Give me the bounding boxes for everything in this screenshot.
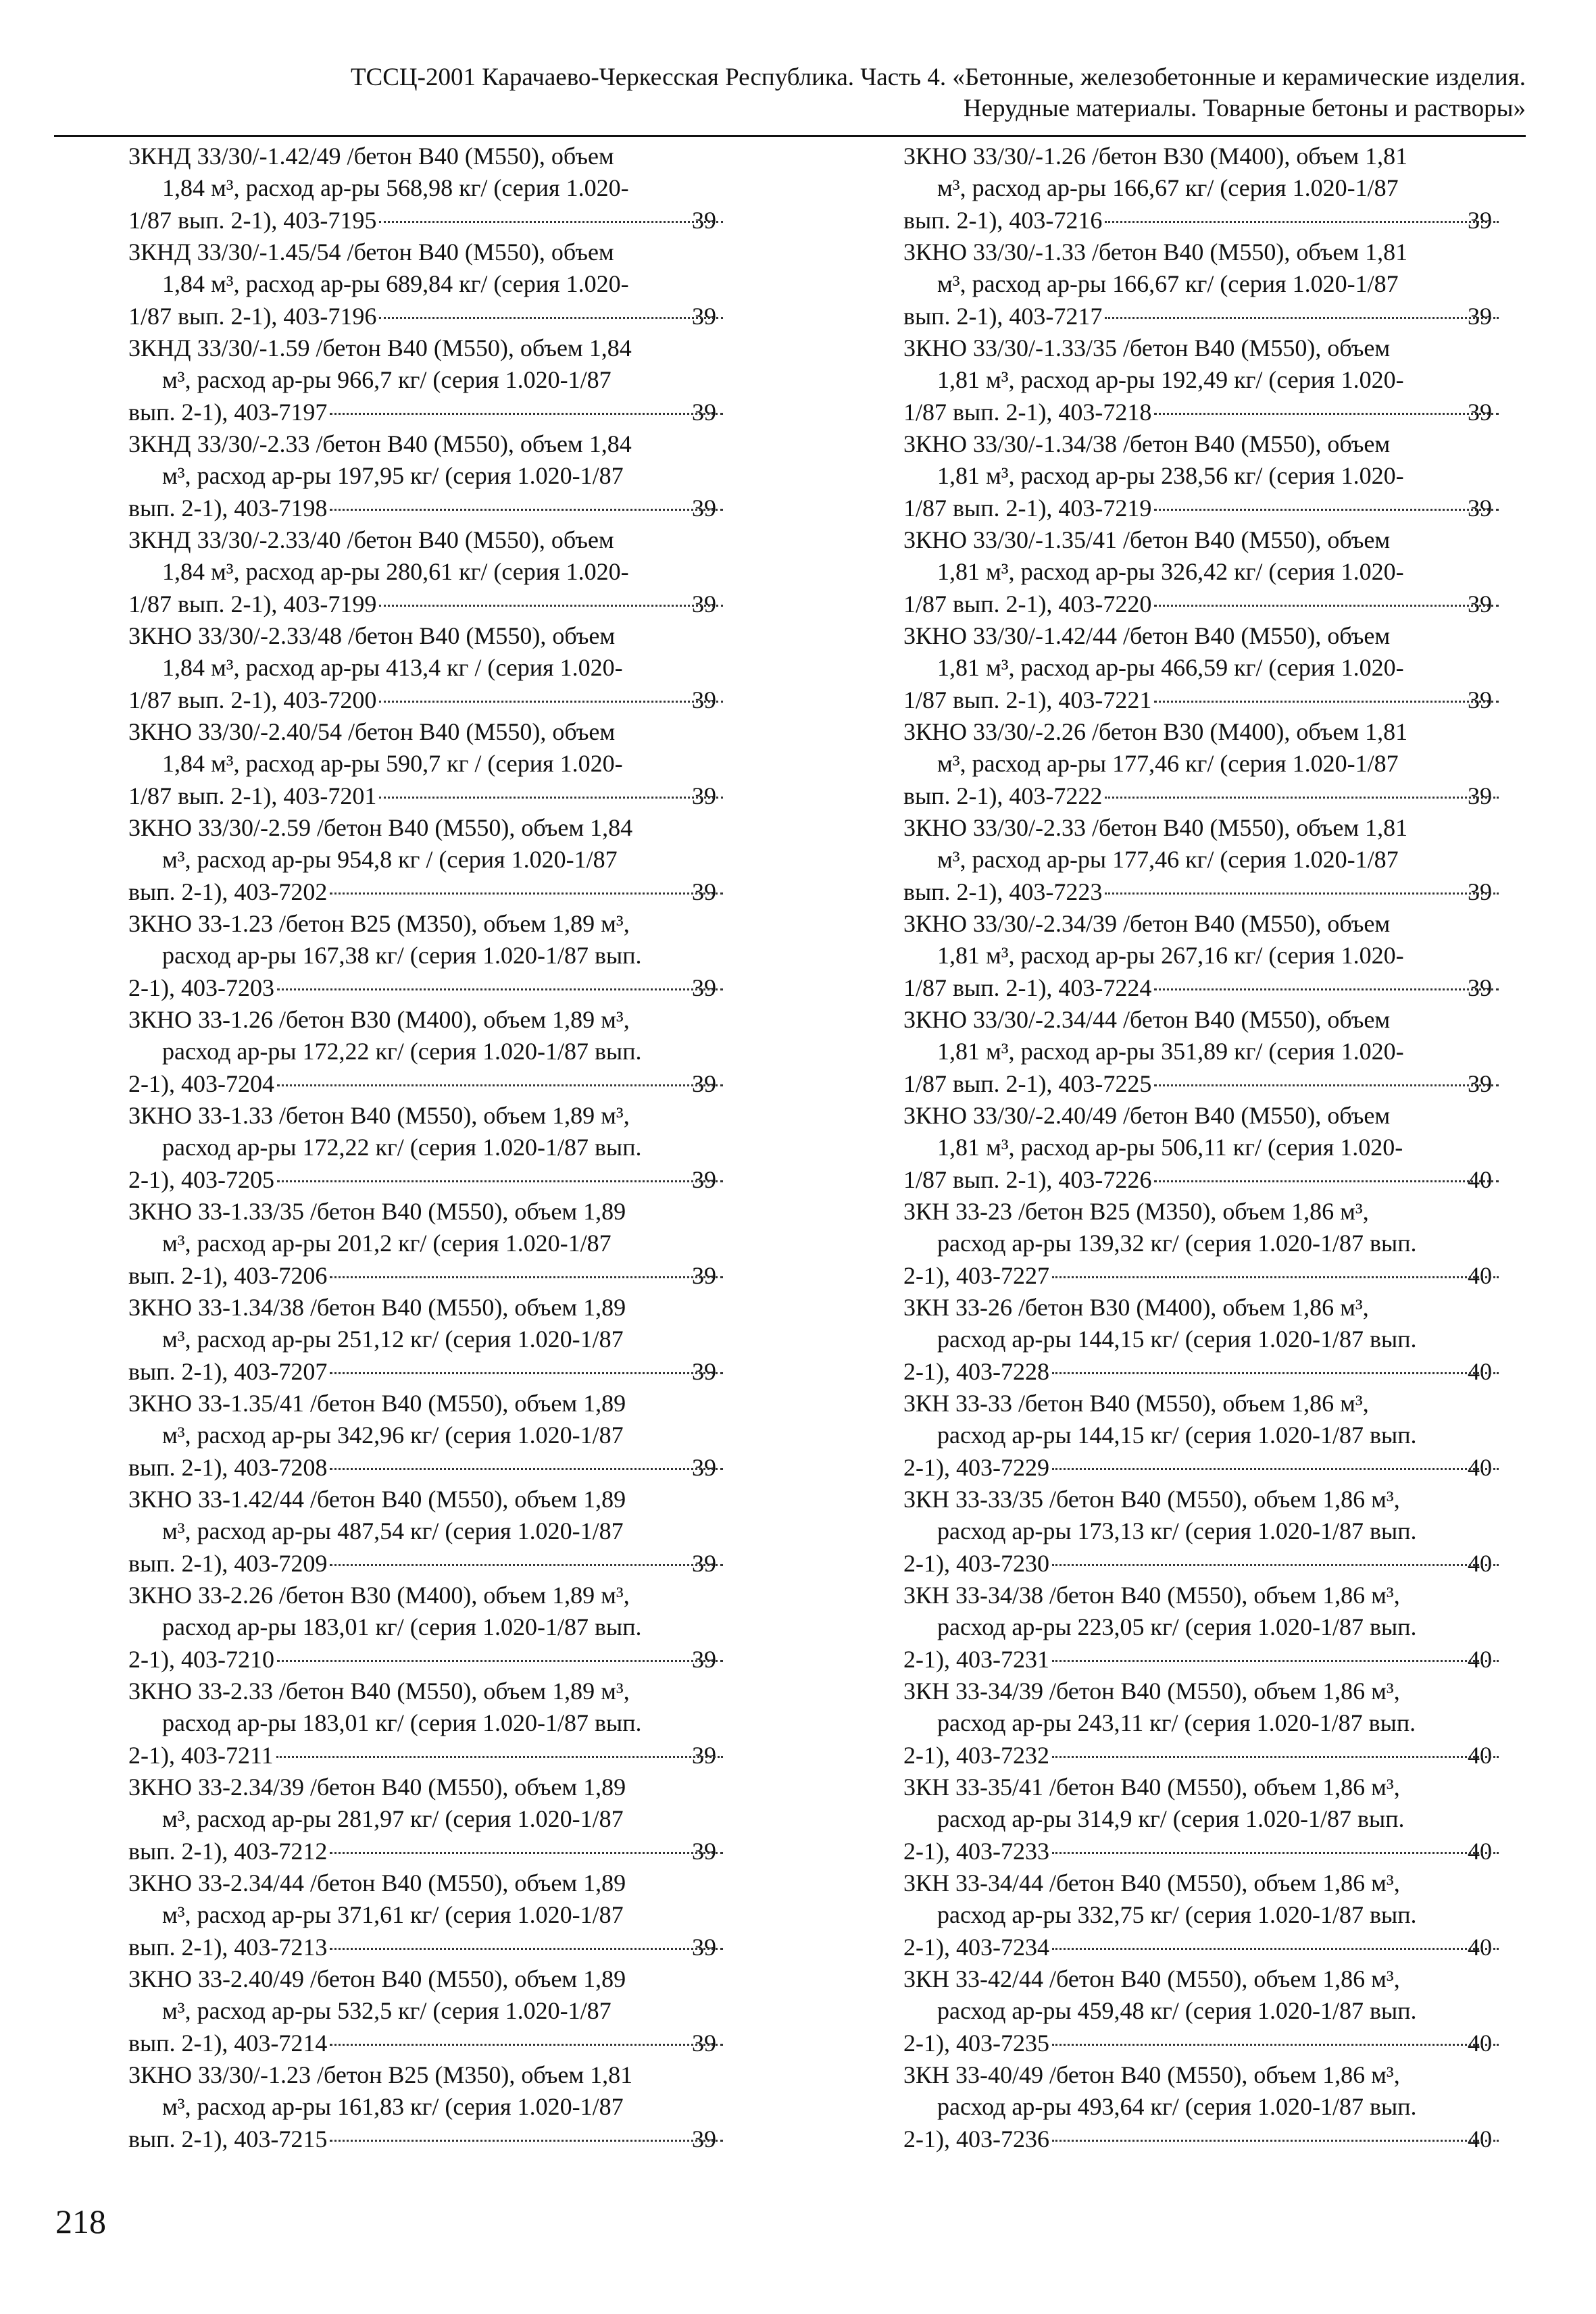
entry-last-line: 1/87 вып. 2-1), 403-7224 39 [937,972,1501,1004]
entry-last-line: 2-1), 403-7232 40 [937,1740,1501,1771]
index-entry [903,1388,1501,1484]
entry-line-2: расход ар-ры 172,22 кг/ (серия 1.020-1/87 вып. [162,1038,642,1065]
entry-line-3: 1/87 вып. 2-1), 403-7218 [903,398,1152,426]
entry-last-line: 1/87 вып. 2-1), 403-7220 39 [937,588,1501,620]
dot-leader [1154,1084,1499,1086]
entry-line-2: расход ар-ры 493,64 кг/ (серия 1.020-1/87 вып. [937,2093,1417,2121]
entry-line-1: 3КН 33-23 /бетон В25 (М350), объем 1,86 м³, [903,1198,1369,1225]
page-number: 218 [55,2203,106,2240]
entry-line-1: 3КНО 33/30/-2.33/48 /бетон В40 (М550), объем [128,622,616,649]
entry-last-line: 2-1), 403-7230 40 [937,1548,1501,1580]
dot-leader [330,2140,723,2142]
running-header [54,62,1526,124]
dot-leader [1154,605,1499,607]
entry-last-line: вып. 2-1), 403-7198 39 [162,493,726,524]
entry-line-3: вып. 2-1), 403-7202 [128,878,328,905]
entry-last-line: вып. 2-1), 403-7215 39 [162,2123,726,2155]
entry-line-1: 3КН 33-35/41 /бетон В40 (М550), объем 1,86 м³, [903,1774,1400,1801]
entry-last-line: 1/87 вып. 2-1), 403-7219 39 [937,493,1501,524]
header-line-1: ТССЦ-2001 Карачаево-Черкесская Республика. Часть 4. «Бетонные, железобетонные и керамические изделия. [350,64,1526,91]
dot-leader [379,317,723,319]
entry-line-2: м³, расход ар-ры 197,95 кг/ (серия 1.020-1/87 [162,462,624,490]
dot-leader [1154,988,1499,990]
entry-line-2: м³, расход ар-ры 281,97 кг/ (серия 1.020-1/87 [162,1805,624,1833]
entry-line-3: вып. 2-1), 403-7216 [903,206,1103,234]
entry-line-1: 3КНО 33/30/-1.42/44 /бетон В40 (М550), объем [903,622,1391,649]
entry-last-line: 2-1), 403-7236 40 [937,2123,1501,2155]
entry-last-line: 1/87 вып. 2-1), 403-7200 39 [162,684,726,716]
entry-line-1: 3КН 33-34/39 /бетон В40 (М550), объем 1,86 м³, [903,1678,1400,1705]
entry-line-1: 3КН 33-34/44 /бетон В40 (М550), объем 1,86 м³, [903,1869,1400,1896]
entry-line-3: вып. 2-1), 403-7208 [128,1453,328,1481]
index-entry [903,332,1501,428]
entry-last-line: вып. 2-1), 403-7222 39 [937,780,1501,812]
index-entry [903,1676,1501,1771]
entry-line-2: м³, расход ар-ры 201,2 кг/ (серия 1.020-1/87 [162,1230,612,1257]
entry-line-2: расход ар-ры 183,01 кг/ (серия 1.020-1/87 вып. [162,1709,642,1737]
entry-line-2: расход ар-ры 332,75 кг/ (серия 1.020-1/87 вып. [937,1901,1417,1929]
index-entry [128,1388,726,1484]
entry-line-3: вып. 2-1), 403-7207 [128,1357,328,1385]
entry-line-3: 1/87 вып. 2-1), 403-7220 [903,590,1152,618]
dot-leader [1052,2044,1499,2046]
entry-line-3: вып. 2-1), 403-7223 [903,878,1103,905]
index-entry [903,2059,1501,2155]
dot-leader [1154,413,1499,415]
entry-line-2: 1,81 м³, расход ар-ры 326,42 кг/ (серия 1.020- [937,558,1404,586]
entry-line-2: расход ар-ры 314,9 кг/ (серия 1.020-1/87 вып. [937,1805,1405,1833]
entry-line-2: 1,84 м³, расход ар-ры 413,4 кг / (серия 1.020- [162,654,623,682]
entry-last-line: вып. 2-1), 403-7214 39 [162,2028,726,2059]
entry-line-3: вып. 2-1), 403-7197 [128,398,328,426]
dot-leader [1052,1276,1499,1278]
entry-line-1: 3КНО 33-1.26 /бетон В30 (М400), объем 1,89 м³, [128,1006,630,1033]
entry-line-2: расход ар-ры 243,11 кг/ (серия 1.020-1/87 вып. [937,1709,1416,1737]
entry-line-3: 2-1), 403-7229 [903,1453,1049,1481]
dot-leader [1052,1660,1499,1662]
entry-line-2: 1,81 м³, расход ар-ры 351,89 кг/ (серия 1.020- [937,1038,1404,1065]
dot-leader [1052,2140,1499,2142]
index-entry [128,428,726,524]
entry-line-2: 1,84 м³, расход ар-ры 689,84 кг/ (серия 1.020- [162,270,629,298]
index-entry [903,236,1501,332]
entry-line-1: 3КНД 33/30/-2.33 /бетон В40 (М550), объем 1,84 [128,430,632,457]
entry-last-line: 2-1), 403-7234 40 [937,1932,1501,1963]
dot-leader [1105,221,1499,223]
dot-leader [379,701,723,703]
entry-line-3: вып. 2-1), 403-7212 [128,1837,328,1865]
entry-line-3: вып. 2-1), 403-7217 [903,302,1103,330]
dot-leader [379,797,723,799]
entry-line-3: вып. 2-1), 403-7206 [128,1261,328,1289]
entry-last-line: 2-1), 403-7235 40 [937,2028,1501,2059]
index-column-left [128,141,726,2155]
dot-leader [330,1564,723,1566]
index-entry [128,236,726,332]
entry-line-3: 1/87 вып. 2-1), 403-7195 [128,206,377,234]
entry-last-line: вып. 2-1), 403-7223 39 [937,876,1501,908]
entry-line-3: 2-1), 403-7232 [903,1741,1049,1769]
dot-leader [277,1660,723,1662]
entry-line-1: 3КНО 33-2.26 /бетон В30 (М400), объем 1,89 м³, [128,1582,630,1609]
entry-line-3: 2-1), 403-7228 [903,1357,1049,1385]
dot-leader [277,988,723,990]
header-line-2: Нерудные материалы. Товарные бетоны и растворы» [963,95,1526,122]
index-entry [903,141,1501,236]
dot-leader [1052,1468,1499,1470]
index-entry [128,1771,726,1867]
dot-leader [379,221,723,223]
entry-line-2: м³, расход ар-ры 177,46 кг/ (серия 1.020-1/87 [937,750,1399,778]
index-entry [903,524,1501,620]
dot-leader [330,1468,723,1470]
entry-line-2: 1,81 м³, расход ар-ры 267,16 кг/ (серия 1.020- [937,942,1404,970]
entry-line-2: м³, расход ар-ры 532,5 кг/ (серия 1.020-1/87 [162,1997,612,2025]
entry-last-line: 2-1), 403-7228 40 [937,1356,1501,1388]
entry-last-line: вып. 2-1), 403-7208 39 [162,1452,726,1484]
entry-line-3: 1/87 вып. 2-1), 403-7201 [128,782,377,809]
entry-line-2: м³, расход ар-ры 954,8 кг / (серия 1.020-1/87 [162,846,618,874]
entry-line-1: 3КНО 33-2.34/44 /бетон В40 (М550), объем 1,89 [128,1869,626,1896]
entry-line-1: 3КНД 33/30/-1.42/49 /бетон В40 (М550), объем [128,143,614,170]
index-entry [903,1292,1501,1388]
index-entry [903,1484,1501,1580]
index-entry [903,716,1501,812]
entry-line-2: 1,84 м³, расход ар-ры 590,7 кг / (серия 1.020- [162,750,623,778]
dot-leader [330,1372,723,1374]
entry-line-3: 2-1), 403-7235 [903,2029,1049,2057]
entry-line-2: расход ар-ры 139,32 кг/ (серия 1.020-1/87 вып. [937,1230,1417,1257]
index-entry [903,812,1501,908]
index-entry [128,716,726,812]
index-entry [903,1196,1501,1292]
index-entry [903,1867,1501,1963]
dot-leader [1052,1948,1499,1950]
entry-last-line: вып. 2-1), 403-7216 39 [937,205,1501,236]
entry-line-1: 3КНО 33/30/-1.33 /бетон В40 (М550), объем 1,81 [903,238,1408,266]
entry-line-2: 1,81 м³, расход ар-ры 238,56 кг/ (серия 1.020- [937,462,1404,490]
dot-leader [1154,701,1499,703]
entry-line-3: 2-1), 403-7236 [903,2125,1049,2153]
entry-last-line: 2-1), 403-7203 39 [162,972,726,1004]
entry-line-3: 2-1), 403-7203 [128,974,274,1001]
entry-last-line: вып. 2-1), 403-7213 39 [162,1932,726,1963]
entry-line-1: 3КНД 33/30/-2.33/40 /бетон В40 (М550), объем [128,526,614,553]
entry-line-1: 3КНО 33/30/-1.33/35 /бетон В40 (М550), объем [903,334,1391,361]
entry-line-1: 3КН 33-26 /бетон В30 (М400), объем 1,86 м³, [903,1294,1369,1321]
entry-last-line: вып. 2-1), 403-7197 39 [162,397,726,428]
entry-line-3: 2-1), 403-7233 [903,1837,1049,1865]
index-entry [128,1004,726,1100]
entry-last-line: 2-1), 403-7210 39 [162,1644,726,1676]
entry-last-line: 2-1), 403-7233 40 [937,1836,1501,1867]
entry-line-1: 3КНО 33/30/-1.35/41 /бетон В40 (М550), объем [903,526,1391,553]
entry-line-2: расход ар-ры 144,15 кг/ (серия 1.020-1/87 вып. [937,1422,1417,1449]
index-entry [128,1580,726,1676]
entry-line-1: 3КНО 33-2.40/49 /бетон В40 (М550), объем 1,89 [128,1965,626,1992]
entry-last-line: 1/87 вып. 2-1), 403-7195 39 [162,205,726,236]
entry-line-1: 3КНД 33/30/-1.59 /бетон В40 (М550), объем 1,84 [128,334,632,361]
entry-line-1: 3КНО 33/30/-2.26 /бетон В30 (М400), объем 1,81 [903,718,1408,745]
index-entry [128,1867,726,1963]
index-entry [128,812,726,908]
dot-leader [330,1276,723,1278]
entry-line-2: расход ар-ры 459,48 кг/ (серия 1.020-1/87 вып. [937,1997,1417,2025]
entry-line-1: 3КН 33-42/44 /бетон В40 (М550), объем 1,86 м³, [903,1965,1400,1992]
index-entry [903,908,1501,1004]
dot-leader [330,2044,723,2046]
entry-line-1: 3КНО 33/30/-1.26 /бетон В30 (М400), объем 1,81 [903,143,1408,170]
index-entry [903,1580,1501,1676]
entry-line-2: м³, расход ар-ры 371,61 кг/ (серия 1.020-1/87 [162,1901,624,1929]
entry-last-line: 2-1), 403-7229 40 [937,1452,1501,1484]
dot-leader [1052,1852,1499,1854]
entry-line-3: вып. 2-1), 403-7215 [128,2125,328,2153]
index-column-right [903,141,1501,2155]
entry-line-1: 3КН 33-33/35 /бетон В40 (М550), объем 1,86 м³, [903,1486,1400,1513]
index-entry [903,1100,1501,1196]
entry-line-1: 3КН 33-33 /бетон В40 (М550), объем 1,86 м³, [903,1390,1369,1417]
dot-leader [1105,797,1499,799]
index-entry [128,620,726,716]
entry-line-1: 3КНО 33/30/-2.33 /бетон В40 (М550), объем 1,81 [903,814,1408,841]
entry-line-2: расход ар-ры 144,15 кг/ (серия 1.020-1/87 вып. [937,1326,1417,1353]
dot-leader [1154,509,1499,511]
index-entry [903,428,1501,524]
entry-line-1: 3КНО 33/30/-2.40/54 /бетон В40 (М550), объем [128,718,616,745]
entry-line-3: 2-1), 403-7227 [903,1261,1049,1289]
entry-line-1: 3КН 33-34/38 /бетон В40 (М550), объем 1,86 м³, [903,1582,1400,1609]
entry-line-1: 3КНО 33-1.42/44 /бетон В40 (М550), объем 1,89 [128,1486,626,1513]
entry-last-line: 1/87 вып. 2-1), 403-7225 39 [937,1068,1501,1100]
entry-line-2: 1,84 м³, расход ар-ры 280,61 кг/ (серия 1.020- [162,558,629,586]
entry-line-3: 1/87 вып. 2-1), 403-7221 [903,686,1152,713]
entry-last-line: 1/87 вып. 2-1), 403-7199 39 [162,588,726,620]
entry-line-1: 3КНО 33/30/-2.40/49 /бетон В40 (М550), объем [903,1102,1391,1129]
entry-line-3: вып. 2-1), 403-7214 [128,2029,328,2057]
entry-line-3: 1/87 вып. 2-1), 403-7219 [903,494,1152,522]
index-entry [128,1292,726,1388]
entry-line-3: 2-1), 403-7204 [128,1070,274,1097]
dot-leader [1052,1564,1499,1566]
entry-last-line: 2-1), 403-7205 39 [162,1164,726,1196]
entry-line-1: 3КНО 33-1.23 /бетон В25 (М350), объем 1,89 м³, [128,910,630,937]
entry-last-line: вып. 2-1), 403-7209 39 [162,1548,726,1580]
index-entry [128,2059,726,2155]
entry-line-2: 1,84 м³, расход ар-ры 568,98 кг/ (серия 1.020- [162,174,629,202]
entry-line-2: 1,81 м³, расход ар-ры 192,49 кг/ (серия 1.020- [937,366,1404,394]
entry-line-1: 3КНД 33/30/-1.45/54 /бетон В40 (М550), объем [128,238,614,266]
entry-line-2: м³, расход ар-ры 166,67 кг/ (серия 1.020-1/87 [937,270,1399,298]
dot-leader [330,1948,723,1950]
entry-line-2: расход ар-ры 223,05 кг/ (серия 1.020-1/87 вып. [937,1613,1417,1641]
entry-last-line: 2-1), 403-7227 40 [937,1260,1501,1292]
entry-line-2: расход ар-ры 173,13 кг/ (серия 1.020-1/87 вып. [937,1517,1417,1545]
index-entry [903,1004,1501,1100]
dot-leader [1105,892,1499,895]
entry-line-1: 3КНО 33/30/-2.34/39 /бетон В40 (М550), объем [903,910,1391,937]
dot-leader [330,1852,723,1854]
entry-line-3: 2-1), 403-7231 [903,1645,1049,1673]
dot-leader [1105,317,1499,319]
index-entry [128,908,726,1004]
entry-line-3: вып. 2-1), 403-7213 [128,1933,328,1961]
entry-last-line: вып. 2-1), 403-7217 39 [937,301,1501,332]
entry-line-2: 1,81 м³, расход ар-ры 506,11 кг/ (серия 1.020- [937,1134,1403,1161]
entry-line-3: вып. 2-1), 403-7198 [128,494,328,522]
entry-last-line: 1/87 вып. 2-1), 403-7196 39 [162,301,726,332]
entry-line-1: 3КНО 33-1.33/35 /бетон В40 (М550), объем 1,89 [128,1198,626,1225]
entry-line-1: 3КНО 33-1.35/41 /бетон В40 (М550), объем 1,89 [128,1390,626,1417]
entry-last-line: вып. 2-1), 403-7207 39 [162,1356,726,1388]
index-entry [128,1100,726,1196]
entry-line-1: 3КНО 33-1.34/38 /бетон В40 (М550), объем 1,89 [128,1294,626,1321]
entry-line-1: 3КНО 33-1.33 /бетон В40 (М550), объем 1,89 м³, [128,1102,630,1129]
dot-leader [330,509,723,511]
index-entry [903,1963,1501,2059]
dot-leader [276,1756,723,1758]
entry-line-1: 3КНО 33/30/-1.23 /бетон В25 (М350), объем 1,81 [128,2061,633,2088]
entry-last-line: 2-1), 403-7204 39 [162,1068,726,1100]
dot-leader [379,605,723,607]
entry-line-2: м³, расход ар-ры 251,12 кг/ (серия 1.020-1/87 [162,1326,624,1353]
entry-line-3: 1/87 вып. 2-1), 403-7199 [128,590,377,618]
index-entry [128,1963,726,2059]
dot-leader [330,892,723,895]
entry-line-2: 1,81 м³, расход ар-ры 466,59 кг/ (серия 1.020- [937,654,1404,682]
entry-line-3: 1/87 вып. 2-1), 403-7226 [903,1165,1152,1193]
header-rule [54,135,1526,137]
entry-last-line: вып. 2-1), 403-7202 39 [162,876,726,908]
index-entry [903,620,1501,716]
entry-line-1: 3КНО 33/30/-2.34/44 /бетон В40 (М550), объем [903,1006,1391,1033]
entry-line-2: расход ар-ры 167,38 кг/ (серия 1.020-1/87 вып. [162,942,642,970]
entry-line-2: расход ар-ры 172,22 кг/ (серия 1.020-1/87 вып. [162,1134,642,1161]
index-entry [903,1771,1501,1867]
entry-line-3: 2-1), 403-7210 [128,1645,274,1673]
entry-line-3: 1/87 вып. 2-1), 403-7200 [128,686,377,713]
dot-leader [1052,1372,1499,1374]
entry-line-3: 2-1), 403-7211 [128,1741,274,1769]
dot-leader [330,413,723,415]
index-entry [128,1196,726,1292]
entry-line-2: м³, расход ар-ры 966,7 кг/ (серия 1.020-1/87 [162,366,612,394]
dot-leader [1052,1756,1499,1758]
entry-line-2: м³, расход ар-ры 487,54 кг/ (серия 1.020-1/87 [162,1517,624,1545]
index-entry [128,141,726,236]
entry-line-1: 3КНО 33/30/-1.34/38 /бетон В40 (М550), объем [903,430,1391,457]
dot-leader [1154,1180,1499,1182]
entry-last-line: вып. 2-1), 403-7212 39 [162,1836,726,1867]
entry-last-line: 1/87 вып. 2-1), 403-7226 40 [937,1164,1501,1196]
entry-last-line: 1/87 вып. 2-1), 403-7218 39 [937,397,1501,428]
index-entry [128,1676,726,1771]
entry-line-2: м³, расход ар-ры 166,67 кг/ (серия 1.020-1/87 [937,174,1399,202]
entry-last-line: 2-1), 403-7211 39 [162,1740,726,1771]
entry-line-3: вып. 2-1), 403-7209 [128,1549,328,1577]
entry-line-1: 3КНО 33/30/-2.59 /бетон В40 (М550), объем 1,84 [128,814,633,841]
entry-line-3: 2-1), 403-7230 [903,1549,1049,1577]
entry-line-2: м³, расход ар-ры 177,46 кг/ (серия 1.020-1/87 [937,846,1399,874]
index-entry [128,1484,726,1580]
dot-leader [277,1180,723,1182]
entry-last-line: вып. 2-1), 403-7206 39 [162,1260,726,1292]
index-entry [128,524,726,620]
entry-line-2: м³, расход ар-ры 161,83 кг/ (серия 1.020-1/87 [162,2093,624,2121]
entry-line-3: 1/87 вып. 2-1), 403-7224 [903,974,1152,1001]
entry-line-1: 3КНО 33-2.33 /бетон В40 (М550), объем 1,89 м³, [128,1678,630,1705]
entry-last-line: 1/87 вып. 2-1), 403-7221 39 [937,684,1501,716]
dot-leader [277,1084,723,1086]
entry-line-3: вып. 2-1), 403-7222 [903,782,1103,809]
entry-line-1: 3КН 33-40/49 /бетон В40 (М550), объем 1,86 м³, [903,2061,1400,2088]
entry-line-3: 1/87 вып. 2-1), 403-7196 [128,302,377,330]
entry-line-3: 2-1), 403-7205 [128,1165,274,1193]
entry-last-line: 1/87 вып. 2-1), 403-7201 39 [162,780,726,812]
index-entry [128,332,726,428]
entry-line-1: 3КНО 33-2.34/39 /бетон В40 (М550), объем 1,89 [128,1774,626,1801]
entry-line-3: 1/87 вып. 2-1), 403-7225 [903,1070,1152,1097]
entry-line-3: 2-1), 403-7234 [903,1933,1049,1961]
entry-line-2: расход ар-ры 183,01 кг/ (серия 1.020-1/87 вып. [162,1613,642,1641]
entry-last-line: 2-1), 403-7231 40 [937,1644,1501,1676]
entry-line-2: м³, расход ар-ры 342,96 кг/ (серия 1.020-1/87 [162,1422,624,1449]
